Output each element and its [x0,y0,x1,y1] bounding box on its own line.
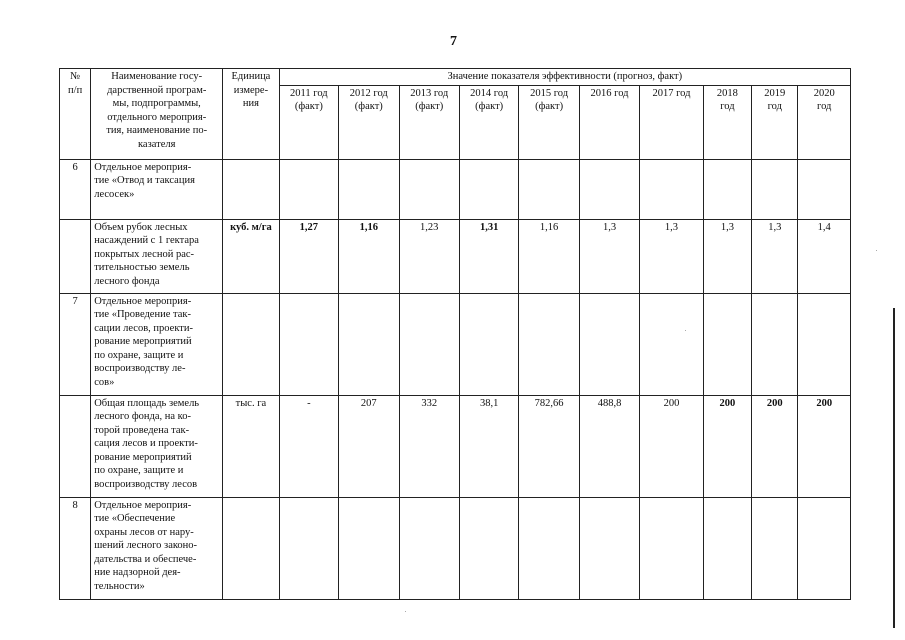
header-year: 2014 год (факт) [459,85,518,159]
page-number: 7 [450,34,457,49]
header-year: 2020 год [798,85,851,159]
row-value [279,497,338,599]
table-row [60,219,851,293]
row-value [339,159,399,219]
row-value [399,159,459,219]
table-row [60,159,851,219]
header-name: Наименование госу- дарственной програм- мы, подпрограммы, отдельного мероприя- тия, наименование по- казателя [91,69,223,160]
row-value [519,497,579,599]
row-value: 332 [399,395,459,497]
header-num: № п/п [60,69,91,160]
table-row [60,293,851,395]
row-value: 1,27 [279,219,338,293]
scan-edge-line [893,308,895,628]
header-row [60,69,851,86]
row-value: 207 [339,395,399,497]
row-value [579,497,639,599]
row-value: 1,16 [519,219,579,293]
row-value [640,159,703,219]
row-num [60,219,91,293]
row-value: 1,3 [703,219,751,293]
row-value: 1,3 [752,219,798,293]
row-value [339,293,399,395]
row-value [798,293,851,395]
table-row [60,395,851,497]
header-year: 2012 год (факт) [339,85,399,159]
row-unit [223,497,279,599]
row-value [279,159,338,219]
header-year: 2017 год [640,85,703,159]
row-value [752,293,798,395]
row-value: 38,1 [459,395,518,497]
table-row [60,497,851,599]
header-year: 2013 год (факт) [399,85,459,159]
row-value [640,293,703,395]
row-value: - [279,395,338,497]
row-value [703,293,751,395]
row-value: 1,31 [459,219,518,293]
row-name: Объем рубок лесных насаждений с 1 гектара покрытых лесной рас- тительностью земель лесного фонда [91,219,223,293]
row-value [519,293,579,395]
row-unit: тыс. га [223,395,279,497]
row-value: 488,8 [579,395,639,497]
row-name: Общая площадь земель лесного фонда, на ко- торой проведена так- сация лесов и проекти- рование мероприятий по охране, защите и воспроизводству лесов [91,395,223,497]
header-unit: Единица измере- ния [223,69,279,160]
row-value [703,497,751,599]
row-name: Отдельное мероприя- тие «Проведение так- сации лесов, проекти- рование мероприятий по охране, защите и воспроизводству ле- сов» [91,293,223,395]
row-value [519,159,579,219]
row-value [279,293,338,395]
indicator-table [59,68,851,600]
row-num [60,395,91,497]
row-value [798,159,851,219]
row-value [579,159,639,219]
row-value [459,293,518,395]
header-values-group: Значение показателя эффективности (прогноз, факт) [279,69,850,86]
row-value [399,293,459,395]
row-value: 200 [640,395,703,497]
row-num: 6 [60,159,91,219]
scan-speck [405,611,406,612]
row-value: 1,16 [339,219,399,293]
row-unit [223,159,279,219]
row-value: 200 [798,395,851,497]
row-num: 8 [60,497,91,599]
row-value: 782,66 [519,395,579,497]
row-unit [223,293,279,395]
row-value: 200 [703,395,751,497]
row-value [640,497,703,599]
row-unit: куб. м/га [223,219,279,293]
row-name: Отдельное мероприя- тие «Отвод и таксация лесосек» [91,159,223,219]
header-year: 2011 год (факт) [279,85,338,159]
row-value [798,497,851,599]
row-value [459,497,518,599]
scan-speck [876,250,877,251]
header-year: 2015 год (факт) [519,85,579,159]
scan-speck [685,330,686,331]
row-value: 200 [752,395,798,497]
row-value [752,497,798,599]
row-value [579,293,639,395]
row-value: 1,4 [798,219,851,293]
row-name: Отдельное мероприя- тие «Обеспечение охраны лесов от нару- шений лесного законо- дательства и обеспече- ние надзорной дея- тельности» [91,497,223,599]
row-value [703,159,751,219]
row-num: 7 [60,293,91,395]
row-value: 1,3 [640,219,703,293]
row-value [752,159,798,219]
row-value [459,159,518,219]
row-value [399,497,459,599]
row-value: 1,23 [399,219,459,293]
header-year: 2018 год [703,85,751,159]
row-value: 1,3 [579,219,639,293]
row-value [339,497,399,599]
header-year: 2019 год [752,85,798,159]
header-year: 2016 год [579,85,639,159]
